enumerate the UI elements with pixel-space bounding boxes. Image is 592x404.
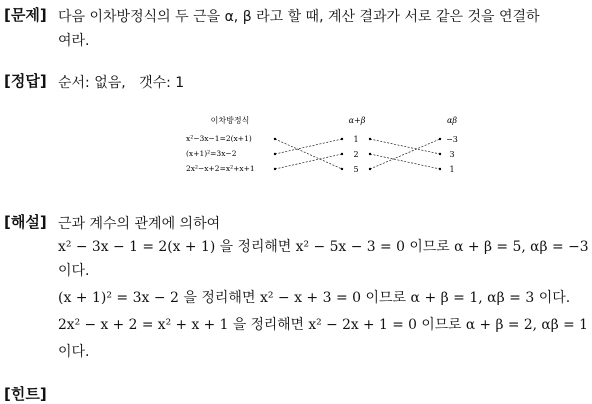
problem-label: [문제] — [4, 6, 47, 24]
solution-line1 — [58, 236, 589, 256]
solution-line1b: 이다. — [58, 263, 90, 279]
diagram-header-product: αβ — [446, 116, 458, 125]
solution-line1-k2: 이므로 — [404, 239, 455, 255]
solution-line2-equation2: x² − x + 3 = 0 — [259, 290, 362, 306]
solution-line2-equation: (x + 1)² = 3x − 2 — [58, 290, 179, 306]
solution-line3-equation: 2x² − x + 2 = x² + x + 1 — [58, 317, 229, 333]
problem-text-line2: 여라. — [58, 33, 90, 49]
solution-line3-result: α + β = 2, αβ = 1 — [465, 317, 588, 333]
solution-intro: 근과 계수의 관계에 의하여 — [58, 216, 221, 232]
diagram-product-3: 1 — [449, 165, 455, 174]
diagram-sum-2: 2 — [353, 150, 359, 159]
solution-line1-k1: 을 정리해면 — [215, 239, 296, 255]
diagram-equation-2: (x+1)²=3x−2 — [186, 149, 237, 158]
connector-sum2-prod3 — [370, 154, 440, 169]
connector-eq3-sum2 — [275, 154, 342, 169]
solution-label: [해설] — [4, 213, 47, 231]
diagram-sum-1: 1 — [353, 135, 359, 144]
diagram-sum-3: 5 — [353, 165, 359, 174]
solution-line2 — [58, 287, 570, 307]
diagram-product-2: 3 — [449, 150, 455, 159]
solution-line2-result: α + β = 1, αβ = 3 — [410, 290, 535, 306]
solution-line3 — [58, 314, 588, 334]
diagram-header-equations: 이차방정식 — [210, 116, 250, 125]
diagram-dot-sum3-left — [341, 168, 343, 170]
answer-label: [정답] — [4, 72, 47, 90]
connector-eq1-sum3 — [275, 139, 342, 169]
solution-line3-k1: 을 정리해면 — [228, 317, 309, 333]
diagram-product-1: −3 — [446, 135, 458, 144]
solution-line1-result: α + β = 5, αβ = −3 — [454, 239, 589, 255]
solution-line2-k2: 이므로 — [361, 290, 411, 306]
diagram-header-sum: α+β — [348, 116, 366, 125]
solution-line3b: 이다. — [58, 344, 90, 360]
connector-sum1-prod2 — [370, 139, 440, 154]
hint-label: [힌트] — [4, 385, 47, 403]
diagram-dot-prod1 — [439, 138, 441, 140]
solution-line1-equation2: x² − 5x − 3 = 0 — [295, 239, 405, 255]
matching-diagram — [180, 112, 480, 182]
solution-line1-equation: x² − 3x − 1 = 2(x + 1) — [58, 239, 216, 255]
solution-line3-equation2: x² − 2x + 1 = 0 — [308, 317, 417, 333]
problem-text-line1: 다음 이차방정식의 두 근을 α, β 라고 할 때, 계산 결과가 서로 같은 것을 연결하 — [58, 9, 540, 25]
connector-sum3-prod1 — [370, 139, 440, 169]
answer-text: 순서: 없음, 갯수: 1 — [58, 75, 185, 91]
solution-line3-k2: 이므로 — [416, 317, 466, 333]
solution-line2-end: 이다. — [534, 290, 571, 306]
solution-line2-k1: 을 정리해면 — [178, 290, 260, 306]
diagram-equation-1: x²−3x−1=2(x+1) — [186, 134, 252, 143]
diagram-equation-3: 2x²−x+2=x²+x+1 — [186, 164, 255, 173]
connector-eq2-sum1 — [275, 139, 342, 154]
